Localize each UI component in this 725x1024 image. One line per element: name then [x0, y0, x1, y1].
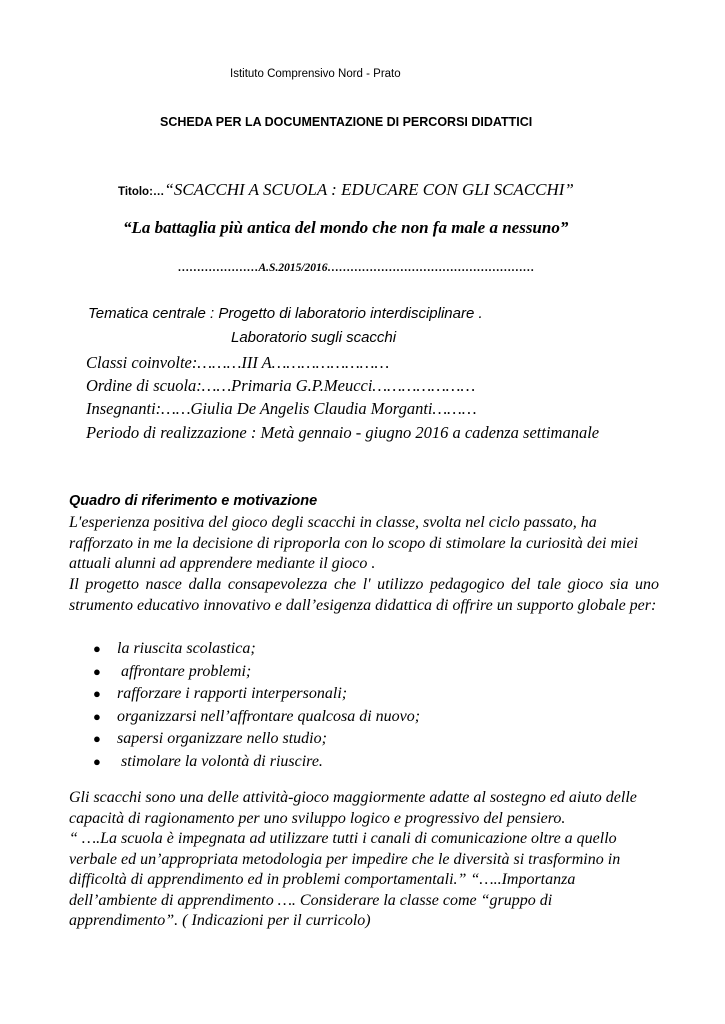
bullet-icon: ● [93, 731, 101, 746]
list-item [93, 751, 420, 774]
paragraph-progetto: Il progetto nasce dalla consapevolezza che l' utilizzo pedagogico del tale gioco sia uno strumento educativo innovativo e dall’esigenza didattica di offrire un supporto globale per: [69, 576, 659, 614]
subtitle: “La battaglia più antica del mondo che non fa male a nessuno” [123, 218, 569, 237]
tematica-centrale: Tematica centrale : Progetto di laboratorio interdisciplinare . [88, 305, 483, 322]
bullet-icon: ● [93, 708, 101, 724]
insegnanti: Insegnanti:……Giulia De Angelis Claudia Morganti……… [86, 399, 477, 418]
goals-list [93, 638, 420, 773]
institute-name: Istituto Comprensivo Nord - Prato [230, 68, 401, 80]
classi-coinvolte: Classi coinvolte:………III A…………………… [86, 353, 390, 372]
bullet-icon: ● [93, 753, 101, 769]
list-item [93, 728, 420, 751]
list-item [93, 706, 420, 729]
bullet-icon: ● [93, 663, 101, 679]
list-item-text: affrontare problemi; [117, 662, 252, 680]
list-item-text: stimolare la volontà di riuscire. [117, 752, 323, 770]
ordine-di-scuola: Ordine di scuola:……Primaria G.P.Meucci………………… [86, 376, 476, 395]
list-item [93, 638, 420, 661]
list-item [93, 661, 420, 684]
list-item-text: rafforzare i rapporti interpersonali; [117, 685, 348, 702]
list-item-text: sapersi organizzare nello studio; [117, 730, 327, 747]
list-item-text: la riuscita scolastica; [117, 640, 256, 657]
paragraph-citazione: “ ….La scuola è impegnata ad utilizzare tutti i canali di comunicazione oltre a quello verbale ed un’appropriata metodologia per impedire che le diversità si trasformino in difficoltà di apprendimento ed in problemi comportamentali.” “…..Importanza dell’ambiente di apprendimento …. Considerare la classe come “gruppo di apprendimento”. ( Indicazioni per il curricolo) [69, 830, 621, 929]
title-text: “SCACCHI A SCUOLA : EDUCARE CON GLI SCACCHI” [164, 180, 574, 199]
title-line [118, 180, 574, 200]
list-item-text: organizzarsi nell’affrontare qualcosa di nuovo; [117, 707, 421, 725]
paragraph-esperienza: L'esperienza positiva del gioco degli scacchi in classe, svolta nel ciclo passato, ha rafforzato in me la decisione di riproporla con lo scopo di stimolare la curiosità dei miei attuali alunni ad apprendere mediante il gioco . [69, 514, 639, 572]
list-item [93, 683, 420, 706]
bullet-icon: ● [93, 641, 101, 656]
periodo-di-realizzazione: Periodo di realizzazione : Metà gennaio - giugno 2016 a cadenza settimanale [86, 423, 600, 442]
bullet-icon: ● [93, 686, 101, 701]
tematica-centrale-line2: Laboratorio sugli scacchi [231, 329, 397, 346]
paragraph-scacchi: Gli scacchi sono una delle attività-gioco maggiormente adatte al sostegno ed aiuto delle capacità di ragionamento per uno sviluppo logico e progressivo del pensiero. [69, 789, 637, 827]
section-heading: Quadro di riferimento e motivazione [69, 493, 318, 509]
document-heading: SCHEDA PER LA DOCUMENTAZIONE DI PERCORSI DIDATTICI [160, 115, 533, 129]
title-label: Titolo:… [118, 186, 165, 198]
school-year: …………………A.S.2015/2016……………………………………………… [178, 262, 535, 274]
